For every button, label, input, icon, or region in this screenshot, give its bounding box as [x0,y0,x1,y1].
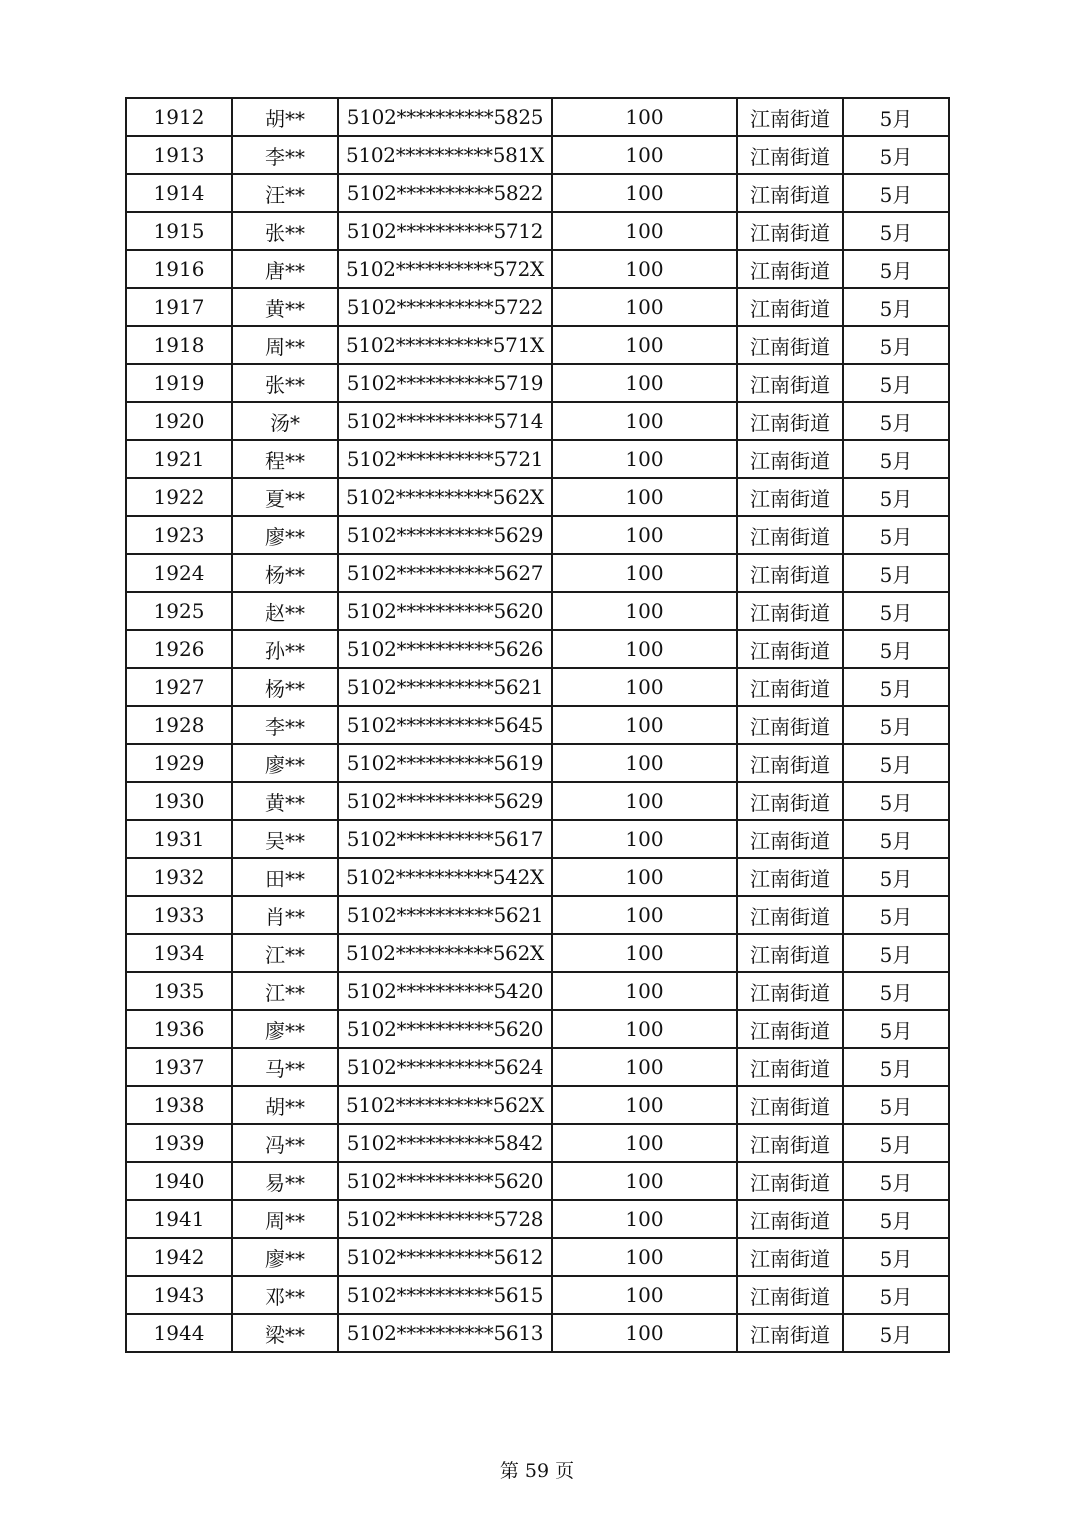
street-cell: 江南街道 [737,706,843,744]
street-cell: 江南街道 [737,478,843,516]
name-cell: 江** [232,934,338,972]
month-cell: 5月 [843,1048,949,1086]
name-cell: 汤* [232,402,338,440]
table-row [126,1200,949,1238]
serial-number-cell: 1931 [126,820,232,858]
month-cell: 5月 [843,98,949,136]
name-cell: 夏** [232,478,338,516]
serial-number-cell: 1921 [126,440,232,478]
roster-table-body [126,98,949,1352]
id-number-cell: 5102**********5624 [338,1048,552,1086]
id-number-cell: 5102**********5728 [338,1200,552,1238]
page-number: 第 59 页 [499,1460,575,1482]
month-cell: 5月 [843,516,949,554]
month-cell: 5月 [843,1124,949,1162]
street-cell: 江南街道 [737,1162,843,1200]
street-cell: 江南街道 [737,934,843,972]
name-cell: 田** [232,858,338,896]
table-row [126,858,949,896]
id-number-cell: 5102**********562X [338,478,552,516]
id-number-cell: 5102**********5712 [338,212,552,250]
amount-cell: 100 [552,858,737,896]
table-row [126,516,949,554]
serial-number-cell: 1934 [126,934,232,972]
table-row [126,1010,949,1048]
street-cell: 江南街道 [737,516,843,554]
amount-cell: 100 [552,972,737,1010]
amount-cell: 100 [552,516,737,554]
id-number-cell: 5102**********5629 [338,516,552,554]
name-cell: 黄** [232,782,338,820]
table-row [126,630,949,668]
amount-cell: 100 [552,744,737,782]
street-cell: 江南街道 [737,174,843,212]
street-cell: 江南街道 [737,440,843,478]
serial-number-cell: 1924 [126,554,232,592]
street-cell: 江南街道 [737,668,843,706]
amount-cell: 100 [552,1048,737,1086]
amount-cell: 100 [552,364,737,402]
amount-cell: 100 [552,668,737,706]
table-row [126,326,949,364]
street-cell: 江南街道 [737,1200,843,1238]
amount-cell: 100 [552,478,737,516]
id-number-cell: 5102**********5629 [338,782,552,820]
serial-number-cell: 1936 [126,1010,232,1048]
street-cell: 江南街道 [737,1238,843,1276]
amount-cell: 100 [552,782,737,820]
street-cell: 江南街道 [737,288,843,326]
id-number-cell: 5102**********5620 [338,1010,552,1048]
street-cell: 江南街道 [737,1010,843,1048]
street-cell: 江南街道 [737,858,843,896]
serial-number-cell: 1925 [126,592,232,630]
id-number-cell: 5102**********5617 [338,820,552,858]
id-number-cell: 5102**********5620 [338,1162,552,1200]
serial-number-cell: 1920 [126,402,232,440]
id-number-cell: 5102**********5645 [338,706,552,744]
roster-table [125,97,950,1353]
serial-number-cell: 1940 [126,1162,232,1200]
name-cell: 冯** [232,1124,338,1162]
serial-number-cell: 1926 [126,630,232,668]
name-cell: 梁** [232,1314,338,1352]
name-cell: 廖** [232,1238,338,1276]
table-row [126,288,949,326]
street-cell: 江南街道 [737,972,843,1010]
amount-cell: 100 [552,250,737,288]
street-cell: 江南街道 [737,592,843,630]
street-cell: 江南街道 [737,326,843,364]
month-cell: 5月 [843,1276,949,1314]
month-cell: 5月 [843,250,949,288]
month-cell: 5月 [843,1200,949,1238]
id-number-cell: 5102**********5621 [338,668,552,706]
name-cell: 周** [232,326,338,364]
street-cell: 江南街道 [737,136,843,174]
serial-number-cell: 1922 [126,478,232,516]
serial-number-cell: 1930 [126,782,232,820]
id-number-cell: 5102**********571X [338,326,552,364]
amount-cell: 100 [552,440,737,478]
serial-number-cell: 1933 [126,896,232,934]
street-cell: 江南街道 [737,554,843,592]
name-cell: 程** [232,440,338,478]
amount-cell: 100 [552,630,737,668]
month-cell: 5月 [843,440,949,478]
street-cell: 江南街道 [737,364,843,402]
id-number-cell: 5102**********5420 [338,972,552,1010]
amount-cell: 100 [552,592,737,630]
street-cell: 江南街道 [737,1048,843,1086]
name-cell: 廖** [232,516,338,554]
table-row [126,1276,949,1314]
table-row [126,1086,949,1124]
street-cell: 江南街道 [737,782,843,820]
id-number-cell: 5102**********542X [338,858,552,896]
month-cell: 5月 [843,858,949,896]
month-cell: 5月 [843,478,949,516]
table-row [126,744,949,782]
serial-number-cell: 1913 [126,136,232,174]
serial-number-cell: 1944 [126,1314,232,1352]
amount-cell: 100 [552,1200,737,1238]
serial-number-cell: 1932 [126,858,232,896]
street-cell: 江南街道 [737,820,843,858]
month-cell: 5月 [843,1010,949,1048]
id-number-cell: 5102**********5612 [338,1238,552,1276]
amount-cell: 100 [552,212,737,250]
serial-number-cell: 1917 [126,288,232,326]
month-cell: 5月 [843,212,949,250]
id-number-cell: 5102**********5621 [338,896,552,934]
table-row [126,440,949,478]
street-cell: 江南街道 [737,402,843,440]
month-cell: 5月 [843,174,949,212]
id-number-cell: 5102**********5822 [338,174,552,212]
table-row [126,402,949,440]
month-cell: 5月 [843,934,949,972]
id-number-cell: 5102**********5722 [338,288,552,326]
month-cell: 5月 [843,136,949,174]
name-cell: 吴** [232,820,338,858]
name-cell: 马** [232,1048,338,1086]
serial-number-cell: 1938 [126,1086,232,1124]
id-number-cell: 5102**********5615 [338,1276,552,1314]
name-cell: 汪** [232,174,338,212]
name-cell: 张** [232,212,338,250]
amount-cell: 100 [552,174,737,212]
amount-cell: 100 [552,98,737,136]
amount-cell: 100 [552,1314,737,1352]
name-cell: 周** [232,1200,338,1238]
table-row [126,174,949,212]
name-cell: 肖** [232,896,338,934]
month-cell: 5月 [843,820,949,858]
id-number-cell: 5102**********5619 [338,744,552,782]
amount-cell: 100 [552,288,737,326]
amount-cell: 100 [552,1238,737,1276]
serial-number-cell: 1939 [126,1124,232,1162]
table-row [126,1124,949,1162]
month-cell: 5月 [843,364,949,402]
street-cell: 江南街道 [737,250,843,288]
month-cell: 5月 [843,706,949,744]
street-cell: 江南街道 [737,98,843,136]
street-cell: 江南街道 [737,1086,843,1124]
serial-number-cell: 1943 [126,1276,232,1314]
name-cell: 杨** [232,668,338,706]
street-cell: 江南街道 [737,630,843,668]
name-cell: 易** [232,1162,338,1200]
amount-cell: 100 [552,820,737,858]
id-number-cell: 5102**********572X [338,250,552,288]
serial-number-cell: 1927 [126,668,232,706]
table-row [126,250,949,288]
table-row [126,896,949,934]
name-cell: 孙** [232,630,338,668]
id-number-cell: 5102**********5719 [338,364,552,402]
street-cell: 江南街道 [737,212,843,250]
name-cell: 黄** [232,288,338,326]
amount-cell: 100 [552,402,737,440]
table-row [126,1238,949,1276]
serial-number-cell: 1935 [126,972,232,1010]
name-cell: 廖** [232,1010,338,1048]
serial-number-cell: 1941 [126,1200,232,1238]
table-row [126,820,949,858]
amount-cell: 100 [552,326,737,364]
amount-cell: 100 [552,136,737,174]
name-cell: 赵** [232,592,338,630]
name-cell: 唐** [232,250,338,288]
id-number-cell: 5102**********5627 [338,554,552,592]
table-row [126,1048,949,1086]
table-row [126,554,949,592]
name-cell: 胡** [232,1086,338,1124]
table-row [126,1162,949,1200]
id-number-cell: 5102**********5842 [338,1124,552,1162]
id-number-cell: 5102**********5613 [338,1314,552,1352]
id-number-cell: 5102**********5714 [338,402,552,440]
table-row [126,668,949,706]
amount-cell: 100 [552,1086,737,1124]
table-row [126,364,949,402]
month-cell: 5月 [843,972,949,1010]
month-cell: 5月 [843,744,949,782]
id-number-cell: 5102**********5626 [338,630,552,668]
name-cell: 邓** [232,1276,338,1314]
serial-number-cell: 1914 [126,174,232,212]
amount-cell: 100 [552,554,737,592]
month-cell: 5月 [843,668,949,706]
serial-number-cell: 1928 [126,706,232,744]
serial-number-cell: 1929 [126,744,232,782]
table-row [126,478,949,516]
table-row [126,934,949,972]
table-row [126,212,949,250]
serial-number-cell: 1937 [126,1048,232,1086]
table-row [126,782,949,820]
month-cell: 5月 [843,402,949,440]
table-row [126,972,949,1010]
id-number-cell: 5102**********581X [338,136,552,174]
amount-cell: 100 [552,706,737,744]
month-cell: 5月 [843,1238,949,1276]
serial-number-cell: 1918 [126,326,232,364]
amount-cell: 100 [552,1162,737,1200]
name-cell: 李** [232,136,338,174]
amount-cell: 100 [552,1010,737,1048]
serial-number-cell: 1912 [126,98,232,136]
table-row [126,706,949,744]
id-number-cell: 5102**********5620 [338,592,552,630]
table-row [126,1314,949,1352]
name-cell: 胡** [232,98,338,136]
serial-number-cell: 1942 [126,1238,232,1276]
serial-number-cell: 1919 [126,364,232,402]
amount-cell: 100 [552,1124,737,1162]
id-number-cell: 5102**********562X [338,934,552,972]
table-row [126,592,949,630]
month-cell: 5月 [843,630,949,668]
id-number-cell: 5102**********5825 [338,98,552,136]
month-cell: 5月 [843,1162,949,1200]
street-cell: 江南街道 [737,744,843,782]
amount-cell: 100 [552,934,737,972]
month-cell: 5月 [843,288,949,326]
street-cell: 江南街道 [737,896,843,934]
id-number-cell: 5102**********5721 [338,440,552,478]
table-row [126,136,949,174]
serial-number-cell: 1923 [126,516,232,554]
name-cell: 李** [232,706,338,744]
month-cell: 5月 [843,592,949,630]
month-cell: 5月 [843,1086,949,1124]
serial-number-cell: 1916 [126,250,232,288]
month-cell: 5月 [843,554,949,592]
street-cell: 江南街道 [737,1124,843,1162]
amount-cell: 100 [552,1276,737,1314]
month-cell: 5月 [843,1314,949,1352]
amount-cell: 100 [552,896,737,934]
table-row [126,98,949,136]
name-cell: 江** [232,972,338,1010]
name-cell: 杨** [232,554,338,592]
name-cell: 张** [232,364,338,402]
id-number-cell: 5102**********562X [338,1086,552,1124]
street-cell: 江南街道 [737,1276,843,1314]
month-cell: 5月 [843,326,949,364]
month-cell: 5月 [843,896,949,934]
name-cell: 廖** [232,744,338,782]
month-cell: 5月 [843,782,949,820]
street-cell: 江南街道 [737,1314,843,1352]
serial-number-cell: 1915 [126,212,232,250]
